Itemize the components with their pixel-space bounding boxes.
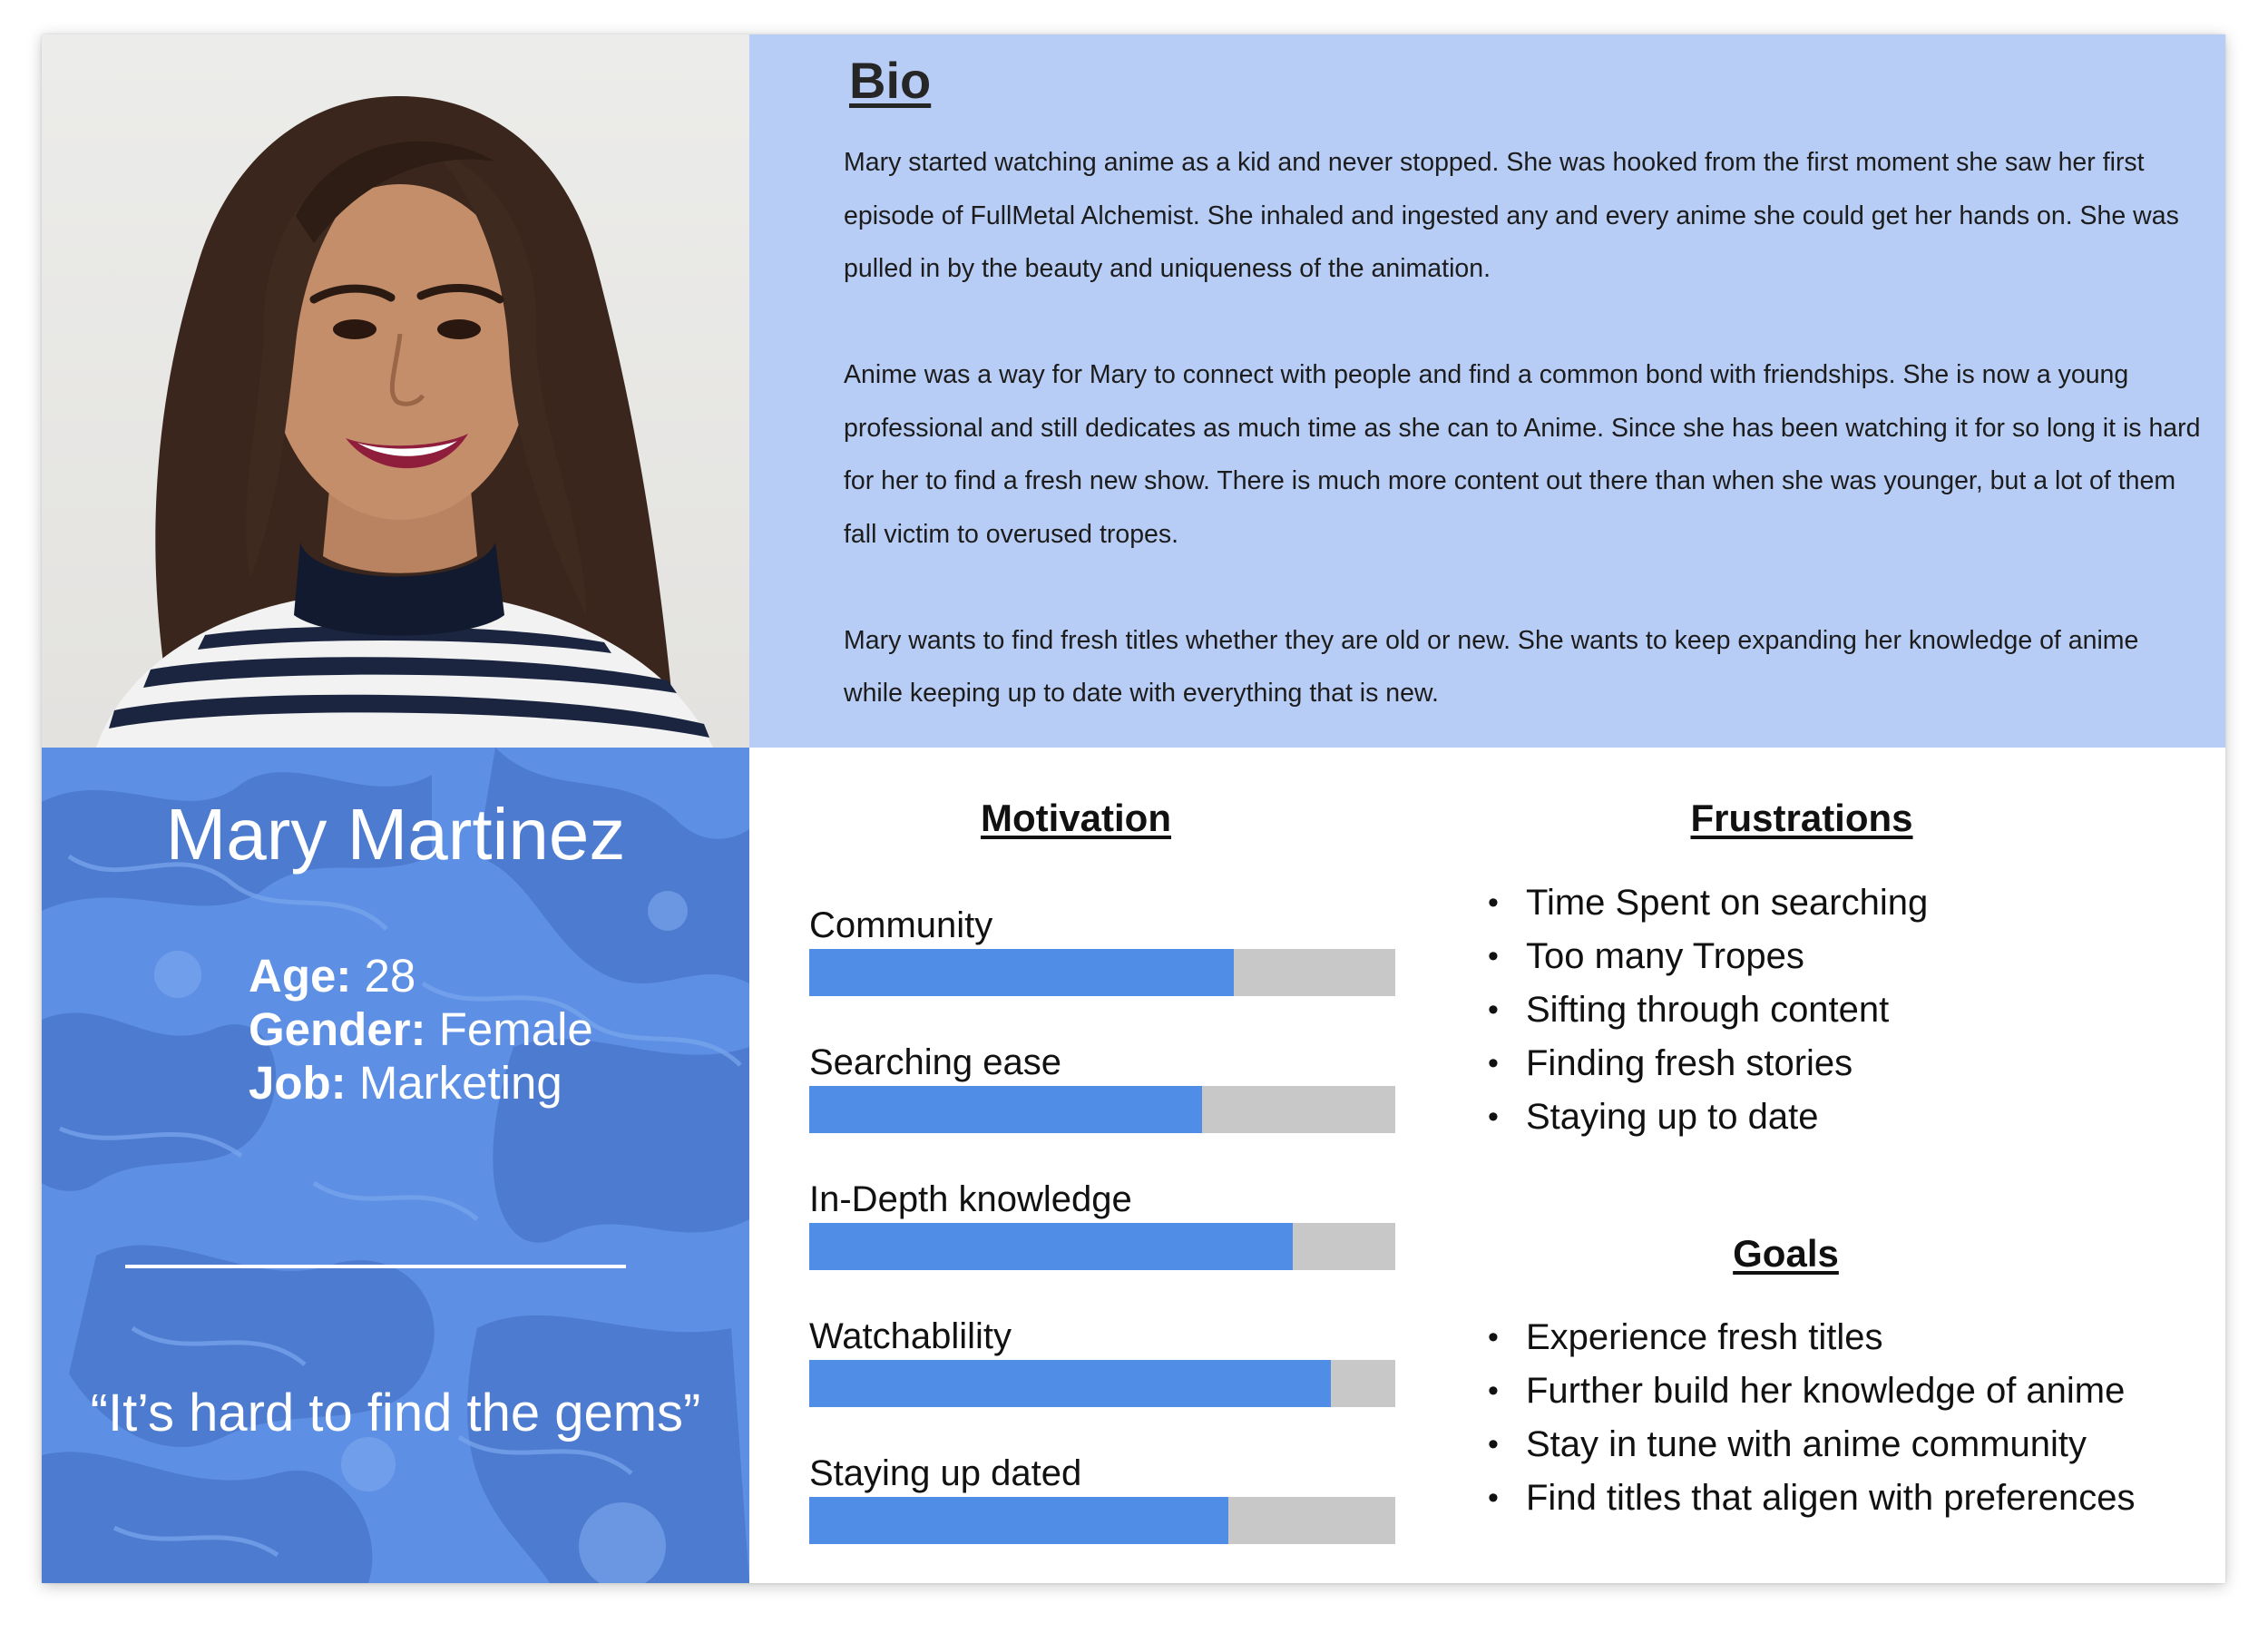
motivation-label: Watchablility (809, 1316, 1012, 1356)
motivation-bar-fill (809, 1223, 1293, 1270)
goals-title: Goals (1733, 1232, 1839, 1275)
motivation-bar-fill (809, 1360, 1331, 1407)
bio-paragraph: Mary wants to find fresh titles whether they are old or new. She wants to keep expanding her knowledge of anime while keeping up to date with everything that is new. (844, 625, 2139, 708)
frustrations-list (1439, 876, 1928, 1144)
list-item (1439, 1037, 1928, 1090)
list-item (1439, 1472, 2135, 1525)
bullet-icon: • (1488, 1481, 1499, 1515)
bullet-icon: • (1488, 939, 1499, 973)
bio-title: Bio (849, 52, 932, 109)
bullet-icon: • (1488, 1100, 1499, 1134)
gender-value: Female (438, 1003, 593, 1055)
bio-text (844, 136, 2204, 720)
persona-details (249, 949, 593, 1110)
job-row (249, 1056, 593, 1110)
motivation-bar-track (809, 1360, 1395, 1407)
motivation-item (809, 1041, 1395, 1133)
portrait-illustration (42, 34, 749, 748)
bio-paragraph: Anime was a way for Mary to connect with people and find a common bond with friendships. She is now a young professional and still dedicates as much time as she can to Anime. Since she has been watching it for so long it is hard for her to find a fresh new show. There is much more content out there than when she was younger, but a lot of them fall victim to overused tropes. (844, 360, 2201, 549)
list-item (1439, 930, 1928, 983)
gender-label: Gender: (249, 1003, 426, 1055)
divider (125, 1265, 626, 1268)
list-item-text: Time Spent on searching (1526, 883, 1929, 923)
list-item-text: Finding fresh stories (1526, 1043, 1853, 1083)
bullet-icon: • (1488, 1427, 1499, 1462)
motivation-label: In-Depth knowledge (809, 1179, 1132, 1219)
frustrations-goals-section (1439, 748, 2225, 1583)
list-item (1439, 1418, 2135, 1472)
age-row (249, 949, 593, 1002)
motivation-section (749, 748, 1439, 1583)
job-label: Job: (249, 1057, 347, 1109)
bullet-icon: • (1488, 993, 1499, 1027)
motivation-bar-fill (809, 1086, 1202, 1133)
persona-card (42, 34, 2225, 1583)
motivation-bar-fill (809, 1497, 1228, 1544)
motivation-label: Community (809, 905, 993, 945)
gender-row (249, 1002, 593, 1056)
frustrations-title: Frustrations (1690, 797, 1913, 839)
job-value: Marketing (358, 1057, 562, 1109)
motivation-item (809, 1178, 1395, 1270)
list-item-text: Further build her knowledge of anime (1526, 1371, 2126, 1411)
motivation-item (809, 904, 1395, 996)
list-item (1439, 1364, 2135, 1418)
motivation-label: Staying up dated (809, 1453, 1082, 1493)
bio-paragraph: Mary started watching anime as a kid and never stopped. She was hooked from the first moment she saw her first episode of FullMetal Alchemist. She inhaled and ingested any and every anime she could get her hands on. She was pulled in by the beauty and uniqueness of the animation. (844, 148, 2179, 283)
list-item (1439, 1311, 2135, 1364)
age-value: 28 (364, 950, 416, 1002)
persona-quote: “It’s hard to find the gems” (90, 1384, 701, 1442)
motivation-bar-track (809, 1086, 1395, 1133)
list-item-text: Stay in tune with anime community (1526, 1424, 2087, 1464)
motivation-title: Motivation (981, 797, 1171, 839)
list-item-text: Find titles that aligen with preferences (1526, 1478, 2136, 1518)
bio-section (749, 34, 2225, 748)
list-item-text: Experience fresh titles (1526, 1317, 1883, 1357)
goals-list (1439, 1311, 2135, 1525)
age-label: Age: (249, 950, 352, 1002)
motivation-label: Searching ease (809, 1042, 1061, 1082)
list-item-text: Sifting through content (1526, 990, 1890, 1030)
profile-photo (42, 34, 749, 748)
persona-name: Mary Martinez (165, 794, 626, 875)
list-item-text: Staying up to date (1526, 1097, 1819, 1137)
list-item (1439, 1090, 1928, 1144)
motivation-bar-fill (809, 949, 1234, 996)
motivation-bar-track (809, 1497, 1395, 1544)
bullet-icon: • (1488, 1374, 1499, 1408)
motivation-bar-track (809, 949, 1395, 996)
motivation-item (809, 1452, 1395, 1544)
list-item-text: Too many Tropes (1526, 936, 1804, 976)
list-item (1439, 876, 1928, 930)
motivation-bar-track (809, 1223, 1395, 1270)
bullet-icon: • (1488, 1320, 1499, 1354)
motivation-item (809, 1315, 1395, 1407)
bullet-icon: • (1488, 885, 1499, 920)
profile-panel (42, 748, 749, 1583)
list-item (1439, 983, 1928, 1037)
bullet-icon: • (1488, 1046, 1499, 1081)
